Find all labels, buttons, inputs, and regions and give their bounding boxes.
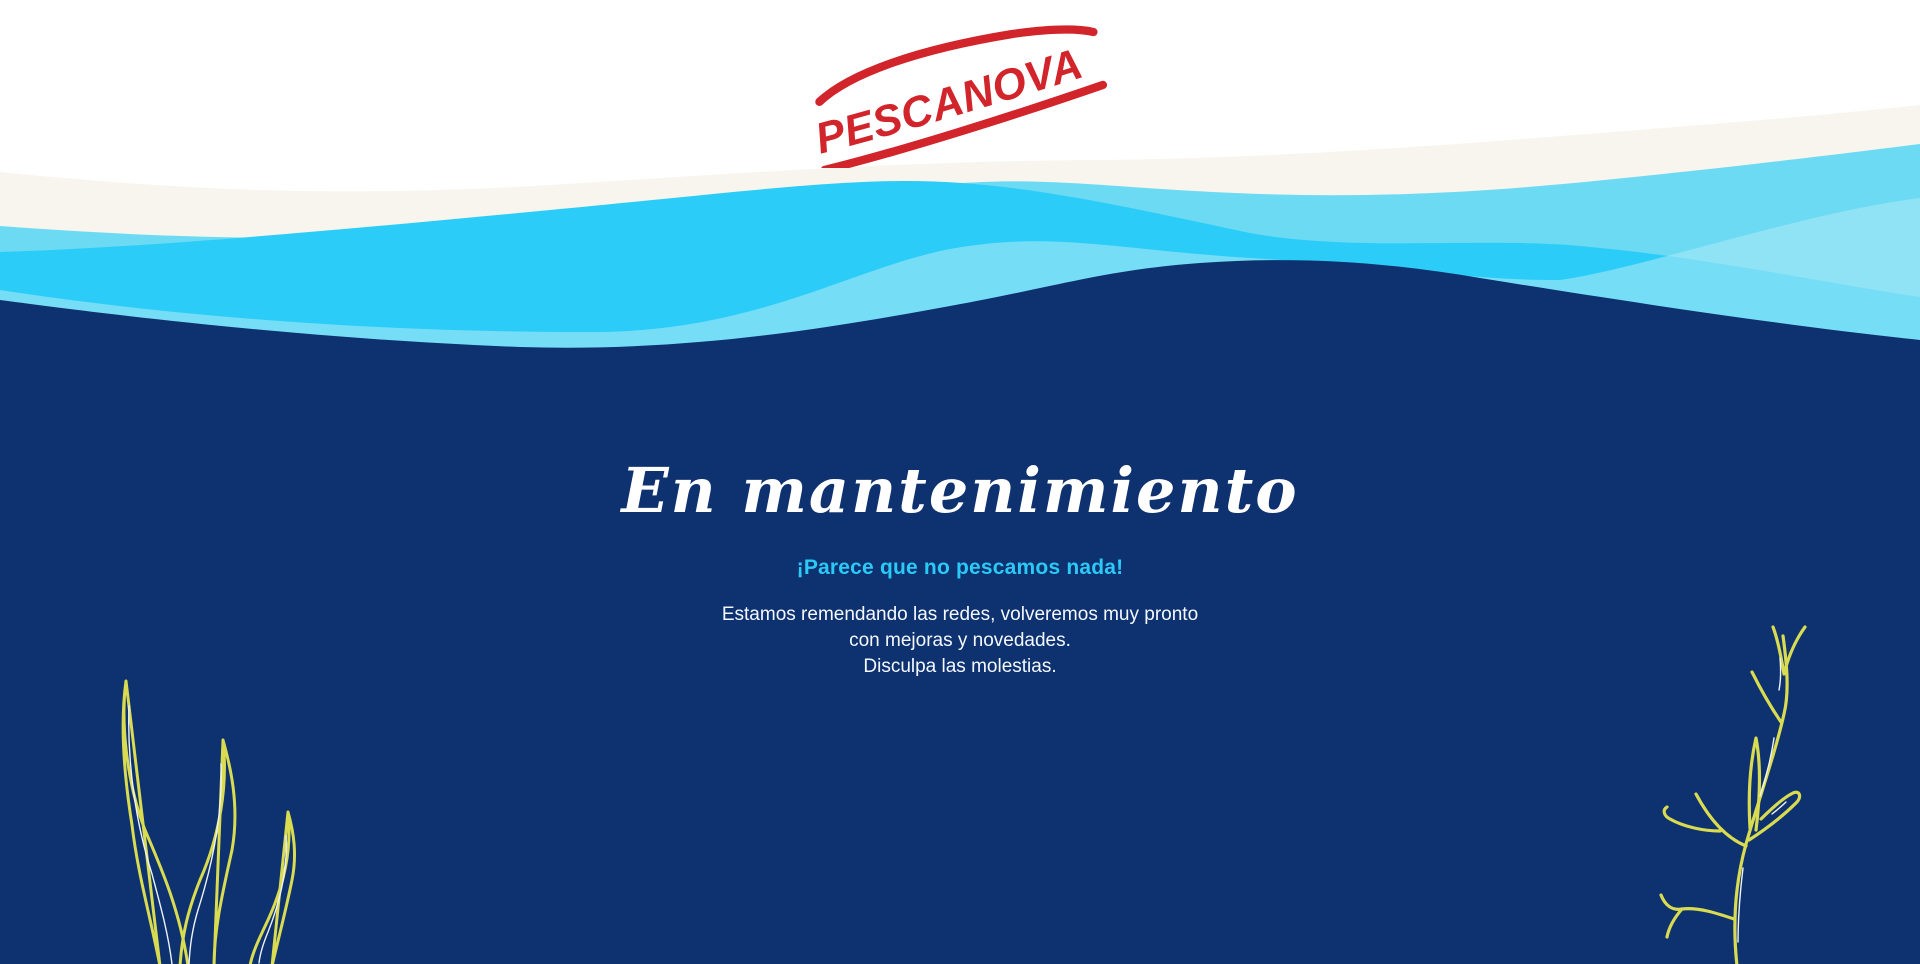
message-line-1: Estamos remendando las redes, volveremos muy pronto con mejoras y novedades. [721,603,1199,651]
seaweed-right-illustration [1634,618,1816,964]
page-title: En mantenimiento [621,454,1299,527]
brand-wordmark: PESCANOVA [810,39,1089,164]
page-subtitle: ¡Parece que no pescamos nada! [796,555,1124,579]
message-line-2: Disculpa las molestias. [863,655,1057,677]
hero-section [0,0,1920,360]
pescanova-logo-icon [805,18,1115,168]
maintenance-message [610,602,1310,680]
maintenance-content [610,360,1310,680]
ocean-section [0,360,1920,964]
seaweed-left-illustration [100,664,300,964]
pescanova-logo [805,18,1115,168]
